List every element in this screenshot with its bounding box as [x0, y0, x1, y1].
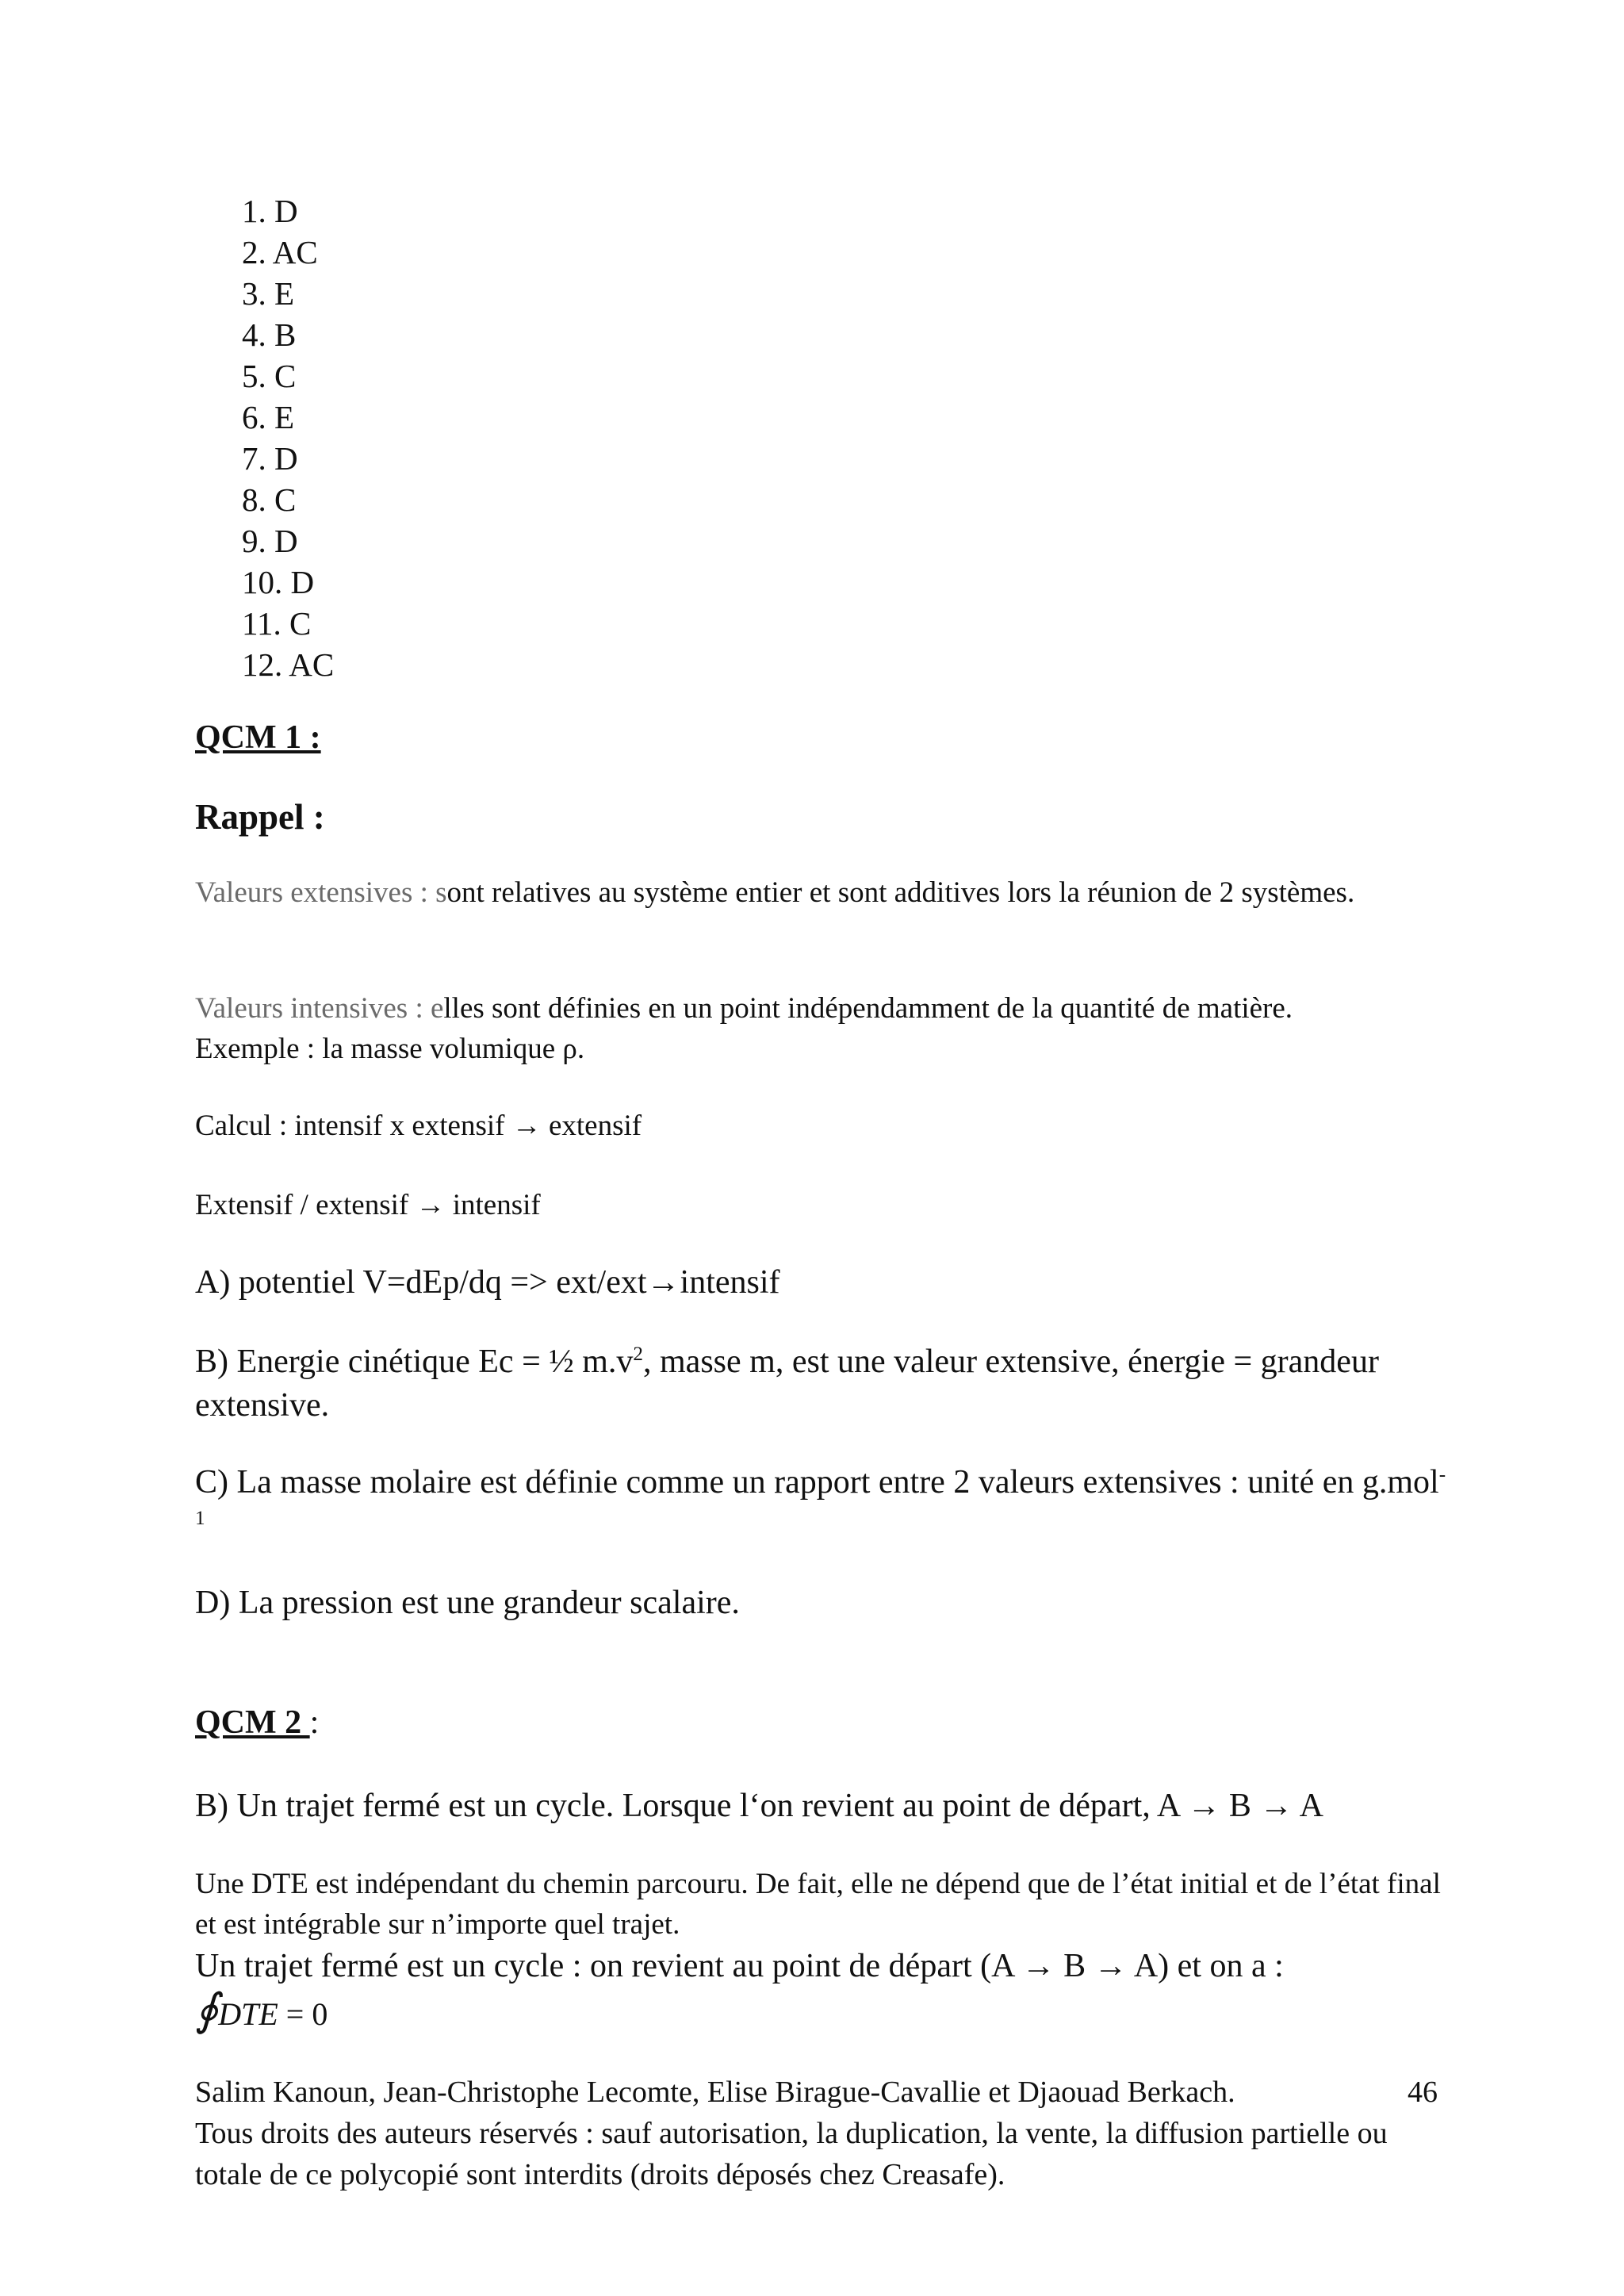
answer-item: 5. C — [242, 358, 297, 394]
answer-item: 8. C — [242, 481, 297, 518]
extensive-label: Valeurs extensives : s — [195, 876, 447, 909]
cycle-statement: Un trajet fermé est un cycle : on revient au point de départ (A → B → A) et on a : — [195, 1948, 1284, 1984]
answer-item: 3. E — [242, 275, 295, 312]
answer-item: 1. D — [242, 193, 298, 229]
answer-item: 6. E — [242, 399, 295, 435]
answer-d: D) La pression est une grandeur scalaire. — [195, 1585, 740, 1621]
calcul-rule: Calcul : intensif x extensif → extensif — [195, 1110, 642, 1142]
intensive-label: Valeurs intensives : e — [195, 992, 444, 1025]
answer-item: 10. D — [242, 564, 315, 600]
closed-integral-equation — [195, 1984, 1448, 2036]
extensive-text: ont relatives au système entier et sont additives lors la réunion de 2 systèmes. — [446, 876, 1355, 909]
extensive-definition — [195, 872, 1448, 913]
intensive-text: lles sont définies en un point indépendamment de la quantité de matière. — [443, 992, 1293, 1025]
integral-variable: DTE — [218, 1996, 278, 2032]
answer-item: 11. C — [242, 605, 312, 642]
integral-result: = 0 — [278, 1996, 328, 2032]
dte-explanation: Une DTE est indépendant du chemin parcouru. De fait, elle ne dépend que de l’état initial et de l’état final et est intégrable sur n’importe quel trajet. — [195, 1868, 1441, 1941]
answer-c-exponent: -1 — [195, 1464, 1446, 1529]
qcm1-heading: QCM 1 : — [195, 719, 321, 756]
answer-list — [242, 190, 334, 685]
answer-c — [195, 1461, 1448, 1548]
qcm2-answer-b: B) Un trajet fermé est un cycle. Lorsque l‘on revient au point de départ, A → B → A — [195, 1788, 1323, 1824]
answer-b — [195, 1340, 1448, 1428]
answer-b-exponent: 2 — [633, 1343, 644, 1365]
qcm2-heading — [195, 1704, 1448, 1742]
answer-a: A) potentiel V=dEp/dq => ext/ext→intensif — [195, 1264, 780, 1301]
intensive-example: Exemple : la masse volumique ρ. — [195, 1033, 585, 1065]
answer-item: 2. AC — [242, 234, 318, 270]
footer — [195, 2072, 1448, 2195]
rappel-heading: Rappel : — [195, 797, 325, 837]
answer-item: 7. D — [242, 440, 298, 477]
answer-item: 4. B — [242, 316, 297, 353]
extensif-rule: Extensif / extensif → intensif — [195, 1189, 541, 1221]
answer-b-text-end: , masse m, est une valeur extensive, énergie = grandeur extensive. — [195, 1343, 1379, 1424]
intensive-definition — [195, 988, 1448, 1069]
footer-rights: Tous droits des auteurs réservés : sauf autorisation, la duplication, la vente, la diffusion partielle ou totale de ce polycopié sont interdits (droits déposés chez Creasafe). — [195, 2117, 1388, 2191]
answer-b-text: B) Energie cinétique Ec = ½ m.v — [195, 1343, 634, 1380]
qcm2-heading-label: QCM 2 — [195, 1704, 310, 1741]
page-number: 46 — [1408, 2076, 1438, 2109]
answer-item: 9. D — [242, 523, 298, 559]
answer-c-text: C) La masse molaire est définie comme un rapport entre 2 valeurs extensives : unité en g.mol — [195, 1464, 1439, 1501]
qcm2-heading-colon: : — [309, 1704, 320, 1741]
answer-item: 12. AC — [242, 646, 335, 683]
footer-authors: Salim Kanoun, Jean-Christophe Lecomte, Elise Birague-Cavallie et Djaouad Berkach. — [195, 2076, 1235, 2109]
closed-integral-icon: ∮ — [195, 1986, 219, 2035]
